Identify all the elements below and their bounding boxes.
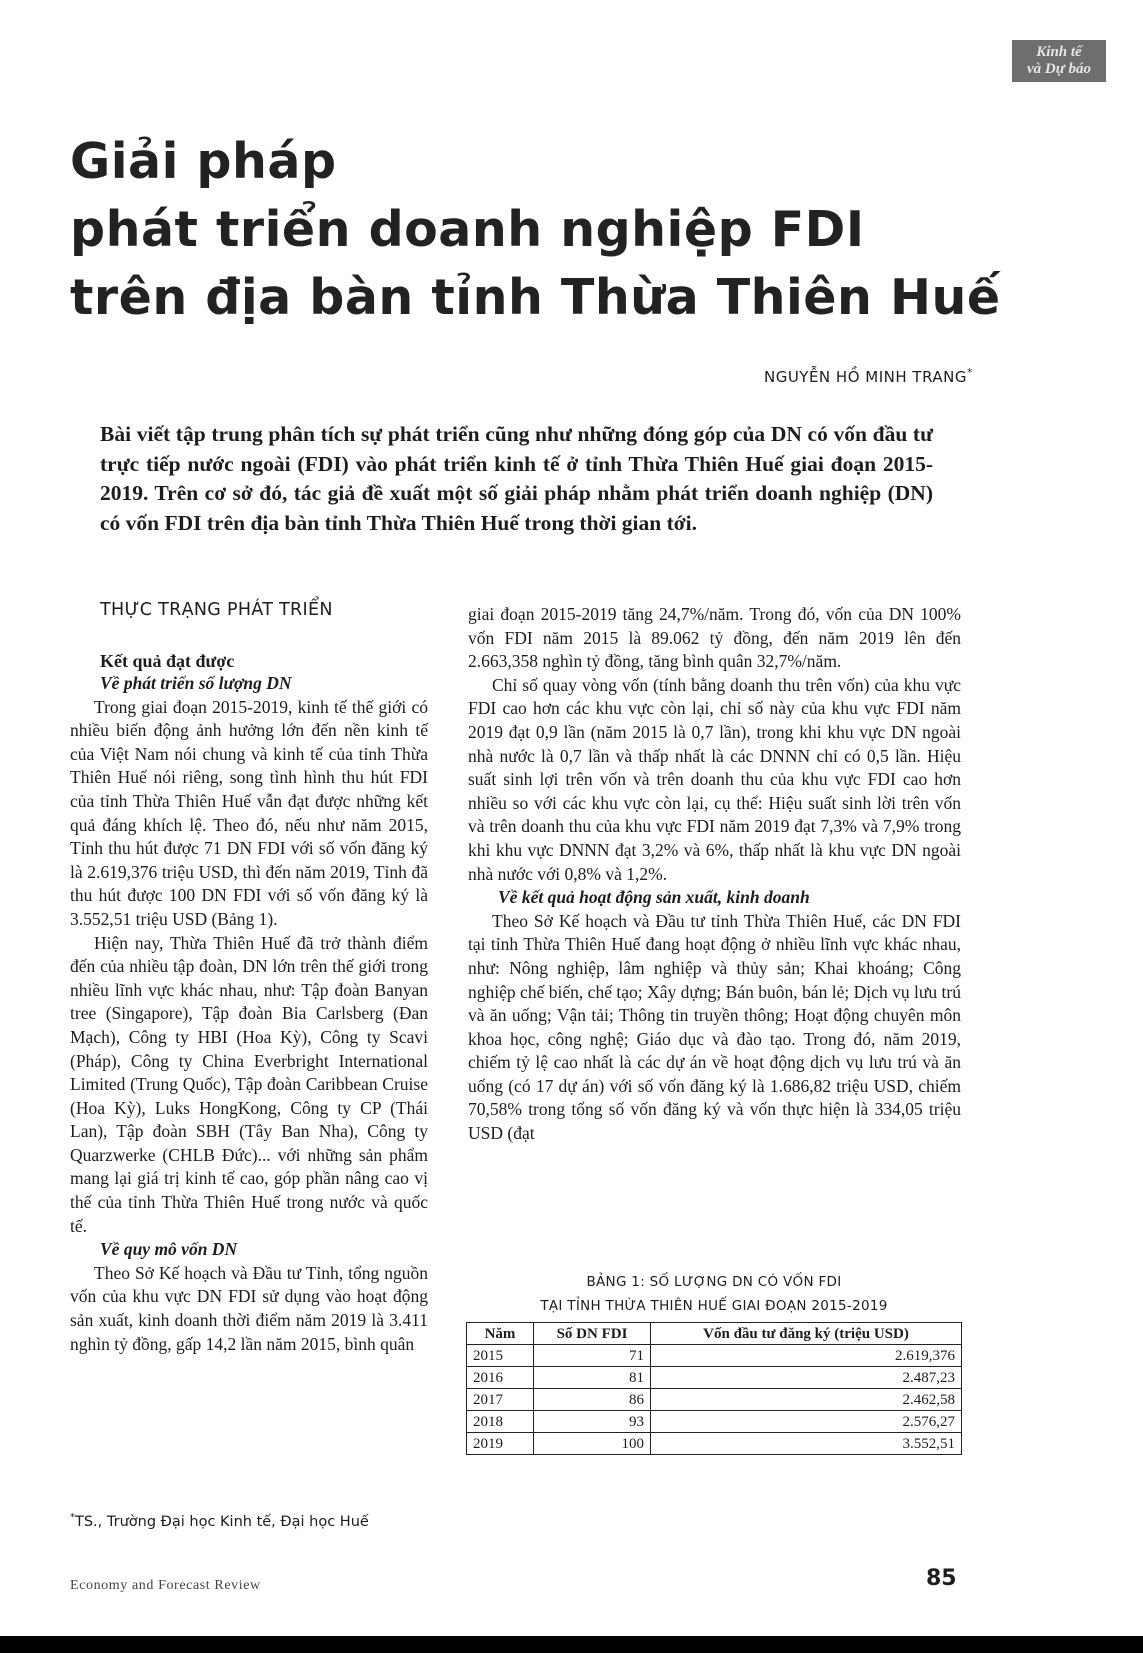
title-line-3: trên địa bàn tỉnh Thừa Thiên Huế	[70, 269, 1001, 326]
paragraph: Theo Sở Kế hoạch và Đầu tư Tỉnh, tổng nguồn vốn của khu vực DN FDI sử dụng vào hoạt động sản xuất, kinh doanh thời điểm năm 2019 là 3.411 nghìn tỷ đồng, gấp 14,2 lần năm 2015, bình quân	[70, 1262, 428, 1354]
cell-year: 2016	[467, 1367, 534, 1389]
table-row	[467, 1367, 962, 1389]
cell-capital: 3.552,51	[651, 1433, 962, 1455]
journal-name-footer: Economy and Forecast Review	[70, 1578, 261, 1593]
paragraph: Theo Sở Kế hoạch và Đầu tư tỉnh Thừa Thiên Huế, các DN FDI tại tỉnh Thừa Thiên Huế đang hoạt động ở nhiều lĩnh vực khác nhau, như: Nông nghiệp, lâm nghiệp và thủy sản; Khai khoáng; Công nghiệp chế biến, chế tạo; Xây dựng; Bán buôn, bán lẻ; Dịch vụ lưu trú và ăn uống; Vận tải; Thông tin truyền thông; Hoạt động chuyên môn khoa học, công nghệ; Giáo dục và đào tạo. Trong đó, năm 2019, chiếm tỷ lệ cao nhất là các dự án về hoạt động dịch vụ lưu trú và ăn uống (có 17 dự án) với số vốn đăng ký là 1.686,82 triệu USD, chiếm 70,58% trong tổng số vốn đăng ký và vốn thực hiện là 334,05 triệu USD (đạt	[468, 910, 961, 1144]
cell-year: 2015	[467, 1345, 534, 1367]
paragraph: Chỉ số quay vòng vốn (tính bằng doanh thu trên vốn) của khu vực FDI cao hơn các khu vực còn lại, chỉ số này của khu vực FDI năm 2019 đạt 0,9 lần (năm 2015 là 0,7 lần), trong khi khu vực DN ngoài nhà nước là 0,7 lần và thấp nhất là các DNNN chỉ có 0,5 lần. Hiệu suất sinh lợi trên vốn và trên doanh thu của khu vực FDI cao hơn nhiều so với các khu vực còn lại, cụ thể: Hiệu suất sinh lời trên vốn và trên doanh thu của khu vực FDI năm 2019 đạt 7,3% và 7,9% trong khi khu vực DNNN đạt 3,2% và 6%, thấp nhất là khu vực DN ngoài nhà nước với 0,8% và 1,2%.	[468, 674, 961, 884]
paragraph: Trong giai đoạn 2015-2019, kinh tế thế giới có nhiều biến động ảnh hưởng lớn đến nền kinh tế của Việt Nam nói chung và kinh tế của tỉnh Thừa Thiên Huế nói riêng, song tình hình thu hút FDI của tỉnh Thừa Thiên Huế vẫn đạt được những kết quả đáng khích lệ. Theo đó, nếu như năm 2015, Tỉnh thu hút được 71 DN FDI với số vốn đăng ký là 2.619,376 triệu USD, thì đến năm 2019, Tỉnh đã thu hút được 100 DN FDI với số vốn đăng ký là 3.552,51 triệu USD (Bảng 1).	[70, 696, 428, 929]
footnote	[70, 1508, 450, 1532]
cell-capital: 2.487,23	[651, 1367, 962, 1389]
badge-line-1: Kinh tế	[1036, 44, 1082, 60]
abstract: Bài viết tập trung phân tích sự phát triển cũng như những đóng góp của DN có vốn đầu tư trực tiếp nước ngoài (FDI) vào phát triển kinh tế ở tỉnh Thừa Thiên Huế giai đoạn 2015-2019. Trên cơ sở đó, tác giả đề xuất một số giải pháp nhằm phát triển doanh nghiệp (DN) có vốn FDI trên địa bàn tỉnh Thừa Thiên Huế trong thời gian tới.	[100, 422, 933, 535]
cell-capital: 2.462,58	[651, 1389, 962, 1411]
cell-count: 81	[534, 1367, 651, 1389]
author-byline	[764, 366, 973, 386]
cell-year: 2019	[467, 1433, 534, 1455]
title-line-1: Giải pháp	[70, 133, 337, 190]
author-name: NGUYỄN HỒ MINH TRANG	[763, 368, 967, 386]
cell-count: 71	[534, 1345, 651, 1367]
article-title	[70, 128, 1030, 332]
table-row	[467, 1411, 962, 1433]
header-fdi-count: Số DN FDI	[534, 1323, 651, 1345]
header-capital: Vốn đầu tư đăng ký (triệu USD)	[651, 1323, 962, 1345]
cell-year: 2018	[467, 1411, 534, 1433]
page-number: 85	[926, 1566, 957, 1591]
footnote-mark: *	[70, 1512, 75, 1523]
paragraph: giai đoạn 2015-2019 tăng 24,7%/năm. Trong đó, vốn của DN 100% vốn FDI năm 2015 là 89.062 tỷ đồng, đến năm 2019 lên đến 2.663,358 nghìn tỷ đồng, tăng bình quân 32,7%/năm.	[468, 604, 961, 672]
table-caption-line-2: TẠI TỈNH THỪA THIÊN HUẾ GIAI ĐOẠN 2015-2019	[540, 1298, 888, 1314]
fdi-table	[466, 1322, 962, 1455]
bottom-scan-edge	[0, 1636, 1143, 1653]
section-heading: THỰC TRẠNG PHÁT TRIỂN	[100, 600, 333, 620]
cell-year: 2017	[467, 1389, 534, 1411]
paragraph: Hiện nay, Thừa Thiên Huế đã trở thành điểm đến của nhiều tập đoàn, DN lớn trên thế giới trong nhiều lĩnh vực khác nhau, như: Tập đoàn Banyan tree (Singapore), Tập đoàn Bia Carlsberg (Đan Mạch), Công ty HBI (Hoa Kỳ), Công ty Scavi (Pháp), Công ty China Everbright International Limited (Trung Quốc), Tập đoàn Caribbean Cruise (Hoa Kỳ), Luks HongKong, Công ty CP (Thái Lan), Tập đoàn SBH (Tây Ban Nha), Công ty Quarzwerke (CHLB Đức)... với những sản phẩm mang lại giá trị kinh tế cao, góp phần nâng cao vị thế của tỉnh Thừa Thiên Huế trong nước và quốc tế.	[70, 932, 428, 1236]
footnote-text: TS., Trường Đại học Kinh tế, Đại học Huế	[75, 1513, 369, 1530]
italic-heading-quantity: Về phát triển số lượng DN	[100, 673, 292, 693]
journal-badge	[1012, 40, 1106, 82]
table-caption-line-1: BẢNG 1: SỐ LƯỢNG DN CÓ VỐN FDI	[586, 1274, 842, 1290]
cell-count: 100	[534, 1433, 651, 1455]
table-row	[467, 1433, 962, 1455]
table-row	[467, 1389, 962, 1411]
author-footnote-mark: *	[967, 366, 973, 379]
header-year: Năm	[467, 1323, 534, 1345]
cell-capital: 2.619,376	[651, 1345, 962, 1367]
table-header-row	[467, 1323, 962, 1345]
title-line-2: phát triển doanh nghiệp FDI	[70, 201, 865, 258]
cell-count: 93	[534, 1411, 651, 1433]
badge-line-2: và Dự báo	[1027, 61, 1091, 77]
left-column	[70, 598, 428, 1356]
italic-heading-capital: Về quy mô vốn DN	[100, 1239, 238, 1260]
table-1	[466, 1270, 962, 1455]
cell-count: 86	[534, 1389, 651, 1411]
italic-heading-business-results: Về kết quả hoạt động sản xuất, kinh doanh	[498, 887, 810, 908]
right-column	[468, 603, 961, 1146]
cell-capital: 2.576,27	[651, 1411, 962, 1433]
table-row	[467, 1345, 962, 1367]
subheading: Kết quả đạt được	[100, 651, 235, 671]
